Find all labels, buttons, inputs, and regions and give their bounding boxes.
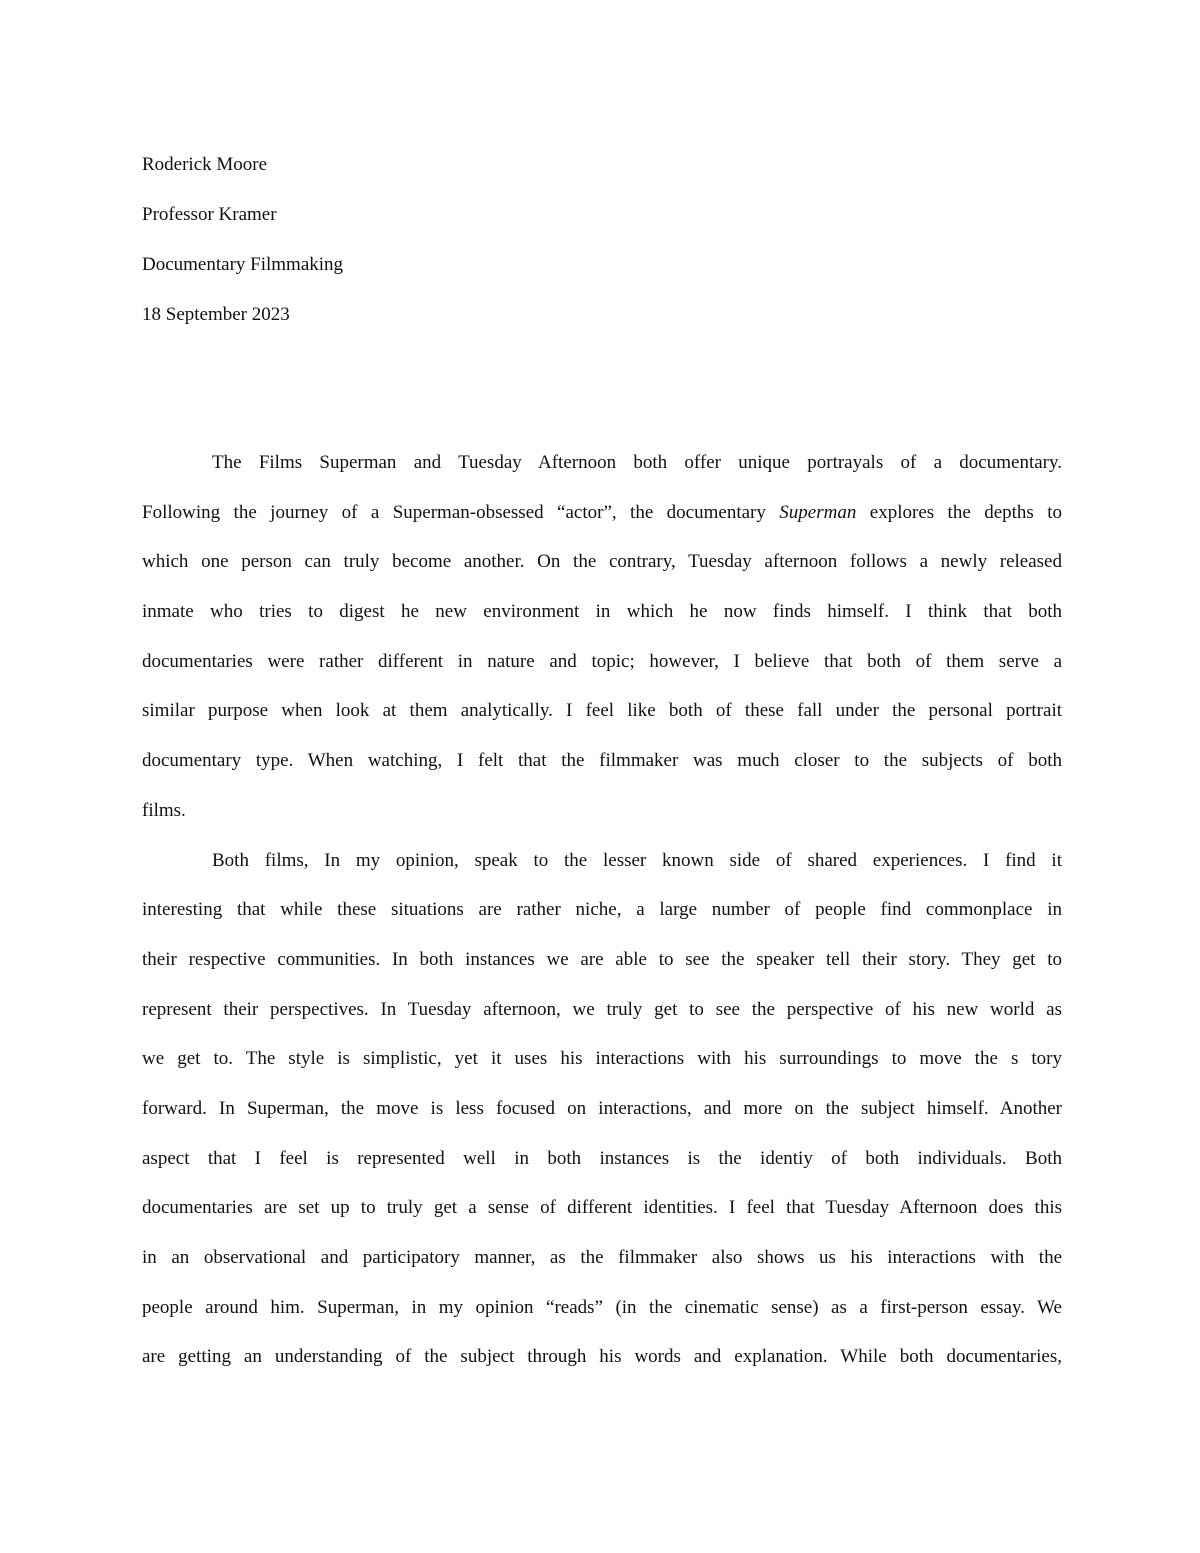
text-line: Both films, In my opinion, speak to the lesser known side of shared experiences. I find it <box>212 849 1062 871</box>
professor-name: Professor Kramer <box>142 204 277 225</box>
text-line: documentary type. When watching, I felt that the filmmaker was much closer to the subjects of both <box>142 750 1062 772</box>
text-line <box>142 488 1062 538</box>
author-name: Roderick Moore <box>142 154 268 175</box>
text-span: Following the journey of a Superman-obsessed “actor”, the documentary <box>142 501 780 523</box>
text-line: represent their perspectives. In Tuesday afternoon, we truly get to see the perspective of his new world as <box>142 998 1062 1020</box>
text-line: inmate who tries to digest he new environment in which he now finds himself. I think that both <box>142 601 1062 623</box>
text-line: forward. In Superman, the move is less focused on interactions, and more on the subject himself. Another <box>142 1097 1062 1119</box>
text-span: explores the depths to <box>856 501 1062 523</box>
paragraph-1 <box>142 438 1062 836</box>
text-line: documentaries are set up to truly get a sense of different identities. I feel that Tuesday Afternoon does this <box>142 1197 1062 1219</box>
text-line: aspect that I feel is represented well in both instances is the identiy of both individuals. Both <box>142 1147 1062 1169</box>
text-line: interesting that while these situations are rather niche, a large number of people find commonplace in <box>142 899 1062 921</box>
film-title-italic: Superman <box>779 501 857 523</box>
course-name: Documentary Filmmaking <box>142 254 344 275</box>
essay-header <box>142 140 1062 340</box>
text-line: are getting an understanding of the subject through his words and explanation. While both documentaries, <box>142 1346 1062 1368</box>
text-line: in an observational and participatory manner, as the filmmaker also shows us his interactions with the <box>142 1247 1062 1268</box>
text-line: which one person can truly become another. On the contrary, Tuesday afternoon follows a newly released <box>142 551 1062 573</box>
text-line: we get to. The style is simplistic, yet it uses his interactions with his surroundings to move the s tory <box>142 1048 1062 1070</box>
text-line: similar purpose when look at them analytically. I feel like both of these fall under the personal portrait <box>142 700 1062 722</box>
text-line: The Films Superman and Tuesday Afternoon both offer unique portrayals of a documentary. <box>212 452 1062 473</box>
text-line: people around him. Superman, in my opinion “reads” (in the cinematic sense) as a first-person essay. We <box>142 1296 1062 1318</box>
text-line: documentaries were rather different in nature and topic; however, I believe that both of them serve a <box>142 650 1062 672</box>
essay-date: 18 September 2023 <box>142 304 290 325</box>
text-line: films. <box>142 799 186 821</box>
essay-body <box>142 438 1062 1382</box>
text-line: their respective communities. In both instances we are able to see the speaker tell their story. They get to <box>142 948 1062 970</box>
paragraph-2 <box>142 836 1062 1383</box>
